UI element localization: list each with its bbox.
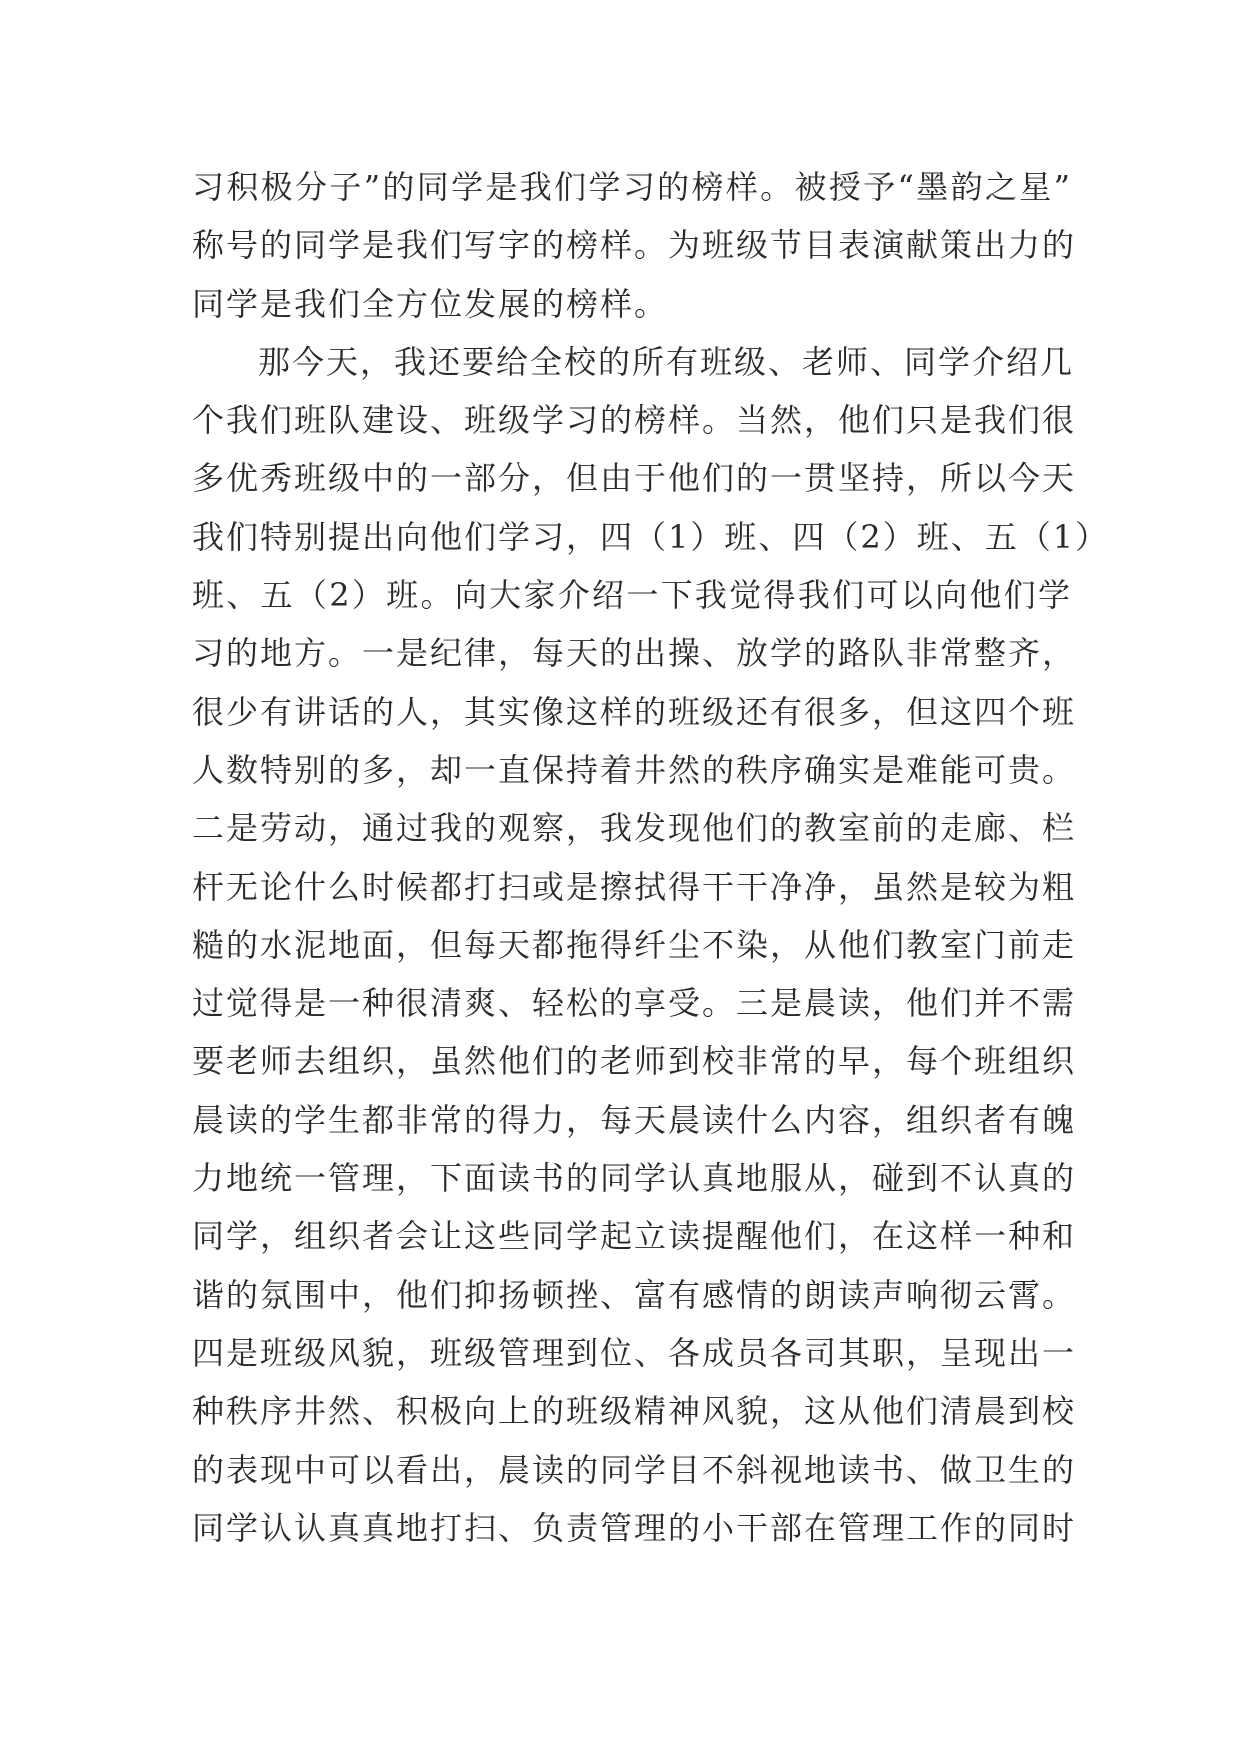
text-line: 种秩序井然、积极向上的班级精神风貌，这从他们清晨到校 [192,1392,1077,1431]
text-line: 同学是我们全方位发展的榜样。 [192,284,669,323]
text-line: 我们特别提出向他们学习，四（1）班、四（2）班、五（1） [192,517,1110,556]
text-line: 同学，组织者会让这些同学起立读提醒他们，在这样一种和 [192,1217,1077,1256]
text-line: 习积极分子”的同学是我们学习的榜样。被授予“墨韵之星” [192,168,1072,206]
text-line: 称号的同学是我们写字的榜样。为班级节目表演献策出力的 [192,226,1077,265]
text-line: 多优秀班级中的一部分，但由于他们的一贯坚持，所以今天 [192,459,1077,498]
text-line: 力地统一管理，下面读书的同学认真地服从，碰到不认真的 [192,1159,1077,1198]
text-line: 班、五（2）班。向大家介绍一下我觉得我们可以向他们学 [192,576,1072,615]
body-text [192,158,1110,1557]
text-line: 二是劳动，通过我的观察，我发现他们的教室前的走廊、栏 [192,809,1077,848]
text-line: 杆无论什么时候都打扫或是擦拭得干干净净，虽然是较为粗 [192,867,1077,906]
text-line: 很少有讲话的人，其实像这样的班级还有很多，但这四个班 [192,692,1077,731]
text-line: 过觉得是一种很清爽、轻松的享受。三是晨读，他们并不需 [192,984,1077,1023]
text-line: 的表现中可以看出，晨读的同学目不斜视地读书、做卫生的 [192,1450,1077,1489]
text-line: 人数特别的多，却一直保持着井然的秩序确实是难能可贵。 [192,750,1077,789]
text-line: 那今天，我还要给全校的所有班级、老师、同学介绍几 [258,342,1075,381]
text-line: 要老师去组织，虽然他们的老师到校非常的早，每个班组织 [192,1042,1077,1081]
text-line: 同学认认真真地打扫、负责管理的小干部在管理工作的同时 [192,1508,1077,1547]
text-line: 晨读的学生都非常的得力，每天晨读什么内容，组织者有魄 [192,1100,1077,1139]
text-line: 个我们班队建设、班级学习的榜样。当然，他们只是我们很 [192,401,1077,440]
text-line: 谐的氛围中，他们抑扬顿挫、富有感情的朗读声响彻云霄。 [192,1275,1077,1314]
text-line: 习的地方。一是纪律，每天的出操、放学的路队非常整齐， [192,634,1077,673]
text-line: 糙的水泥地面，但每天都拖得纤尘不染，从他们教室门前走 [192,925,1077,964]
text-line: 四是班级风貌，班级管理到位、各成员各司其职，呈现出一 [192,1333,1077,1372]
